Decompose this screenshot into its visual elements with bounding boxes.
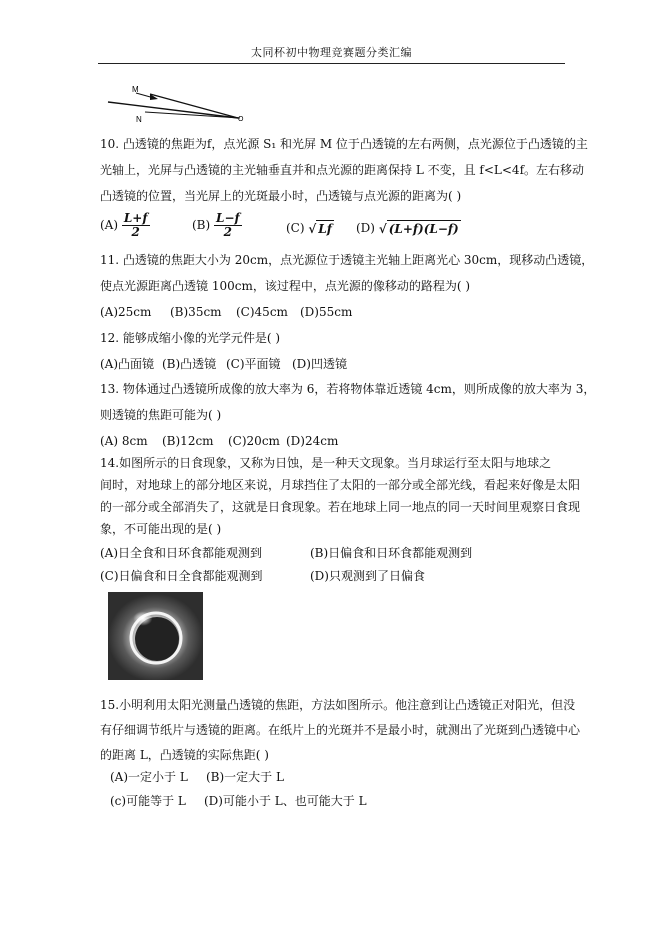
q11-option-b: (B)35cm: [170, 305, 222, 319]
q11-option-c: (C)45cm: [236, 305, 288, 319]
q11-line2: 使点光源距离凸透镜 100cm，该过程中，点光源的像移动的路程为( ): [100, 279, 470, 293]
q15-line2: 有仔细调节纸片与透镜的距离。在纸片上的光斑并不是最小时，就测出了光斑到凸透镜中心: [100, 723, 581, 737]
q10-c-prefix: (C): [286, 221, 305, 235]
q10-line2: 光轴上，光屏与凸透镜的主光轴垂直并和点光源的距离保持 L 不变，且 f<L<4f。左右移动: [100, 163, 585, 177]
q15-line1: 15.小明利用太阳光测量凸透镜的焦距，方法如图所示。他注意到让凸透镜正对阳光，但没: [100, 698, 576, 712]
q15-line3: 的距离 L，凸透镜的实际焦距( ): [100, 748, 269, 762]
line-n: [108, 102, 238, 118]
q13-option-d: (D)24cm: [286, 434, 339, 448]
q13-option-c: (C)20cm: [228, 434, 280, 448]
q12-line1: 12. 能够成缩小像的光学元件是( ): [100, 331, 281, 345]
q10-a-prefix: (A): [100, 218, 119, 232]
q15-option-a: (A)一定小于 L: [110, 770, 188, 784]
mirror-diagram: [100, 84, 250, 124]
q14-option-a: (A)日全食和日环食都能观测到: [100, 546, 263, 560]
q10-c-radicand: Lf: [318, 222, 332, 236]
label-m: M: [132, 85, 139, 94]
q10-b-fraction: [214, 212, 242, 239]
q11-option-a: (A)25cm: [100, 305, 152, 319]
q10-d-sqrt: √ (L+f)(L−f): [378, 222, 459, 236]
q10-b-denominator: 2: [223, 225, 233, 239]
q15-option-c: (c)可能等于 L: [110, 794, 186, 808]
header-divider: [98, 63, 565, 64]
q15-option-d: (D)可能小于 L、也可能大于 L: [204, 794, 367, 808]
label-o: O: [238, 116, 244, 123]
q10-b-prefix: (B): [192, 218, 211, 232]
q10-c-sqrt: √ Lf: [308, 222, 332, 236]
q14-option-c: (C)日偏食和日全食都能观测到: [100, 569, 263, 583]
q12-option-c: (C)平面镜: [226, 357, 281, 371]
q14-option-b: (B)日偏食和日环食都能观测到: [310, 546, 473, 560]
q10-a-fraction: [122, 212, 150, 239]
q10-option-a: [100, 212, 150, 239]
q10-option-d: [356, 220, 461, 237]
q10-d-prefix: (D): [356, 221, 375, 235]
page-header: 太同杯初中物理竞赛题分类汇编: [251, 46, 412, 59]
q10-line3: 凸透镜的位置，当光屏上的光斑最小时，凸透镜与点光源的距离为( ): [100, 189, 462, 203]
q13-option-a: (A) 8cm: [100, 434, 148, 448]
q14-line2: 间时，对地球上的部分地区来说，月球挡住了太阳的一部分或全部光线，看起来好像是太阳: [100, 478, 581, 492]
label-n: N: [136, 115, 142, 124]
line-m: [150, 94, 238, 118]
q13-option-b: (B)12cm: [162, 434, 214, 448]
q14-line1: 14.如图所示的日食现象，又称为日蚀，是一种天文现象。当月球运行至太阳与地球之: [100, 456, 552, 470]
q10-option-b: [192, 212, 242, 239]
q13-line2: 则透镜的焦距可能为( ): [100, 408, 222, 422]
q10-a-numerator: L+f: [123, 211, 148, 225]
q10-a-denominator: 2: [131, 225, 140, 239]
q14-option-d: (D)只观测到了日偏食: [310, 569, 425, 583]
q13-line1: 13. 物体通过凸透镜所成像的放大率为 6，若将物体靠近透镜 4cm，则所成像的放大率为 3，: [100, 382, 596, 396]
q10-b-numerator: L−f: [216, 211, 240, 225]
q11-line1: 11. 凸透镜的焦距大小为 20cm，点光源位于透镜主光轴上距离光心 30cm，现移动凸透镜，: [100, 253, 594, 267]
q15-option-b: (B)一定大于 L: [206, 770, 284, 784]
q12-option-b: (B)凸透镜: [162, 357, 217, 371]
q12-option-a: (A)凸面镜: [100, 357, 155, 371]
q14-line4: 象，不可能出现的是( ): [100, 522, 222, 536]
q10-d-radicand: (L+f)(L−f): [388, 222, 459, 236]
q12-option-d: (D)凹透镜: [292, 357, 347, 371]
solar-eclipse-photo: [108, 592, 203, 680]
q11-option-d: (D)55cm: [300, 305, 353, 319]
q10-option-c: [286, 220, 334, 237]
sun-flare: [130, 610, 162, 634]
q14-line3: 的一部分或全部消失了，这就是日食现象。若在地球上同一地点的同一天时间里观察日食现: [100, 500, 581, 514]
q10-line1: 10. 凸透镜的焦距为f，点光源 S₁ 和光屏 M 位于凸透镜的左右两侧，点光源位于凸透镜的主: [100, 137, 588, 151]
